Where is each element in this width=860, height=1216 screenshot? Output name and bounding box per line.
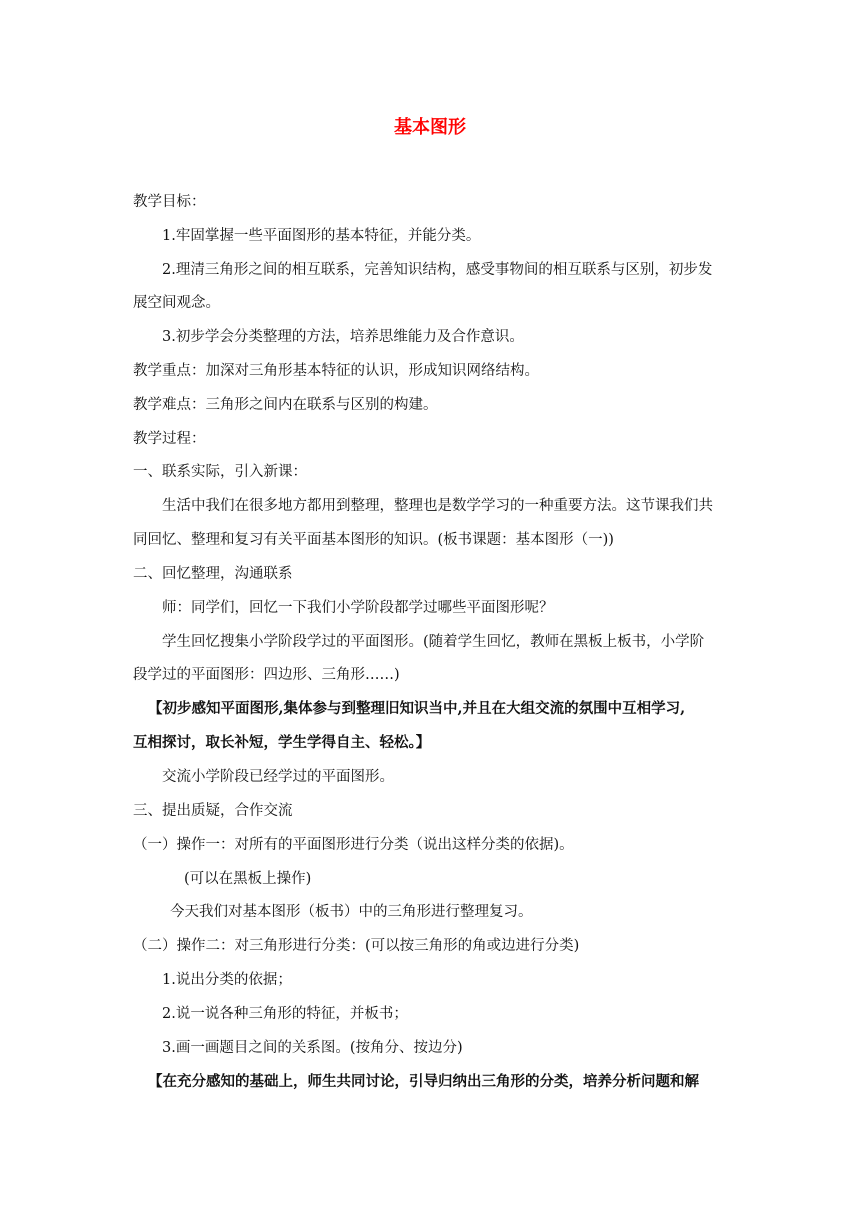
operation-2-item-1: 1.说出分类的依据； — [162, 972, 292, 988]
operation-1: （一）操作一：对所有的平面图形进行分类（说出这样分类的依据)。 — [133, 837, 574, 853]
paragraph-line: 师：同学们，回忆一下我们小学阶段都学过哪些平面图形呢？ — [162, 600, 554, 616]
section-heading-objectives: 教学目标： — [133, 194, 206, 210]
paragraph-line: 生活中我们在很多地方都用到整理，整理也是数学学习的一种重要方法。这节课我们共 — [162, 498, 713, 514]
design-note: 互相探讨，取长补短，学生学得自主、轻松。】 — [133, 734, 431, 751]
paragraph-line: 段学过的平面图形：四边形、三角形……) — [133, 667, 400, 683]
objective-1: 1.牢固掌握一些平面图形的基本特征，并能分类。 — [162, 228, 481, 244]
objective-3: 3.初步学会分类整理的方法，培养思维能力及合作意识。 — [162, 329, 524, 345]
teaching-focus: 教学重点：加深对三角形基本特征的认识，形成知识网络结构。 — [133, 363, 539, 379]
objective-2: 2.理清三角形之间的相互联系，完善知识结构，感受事物间的相互联系与区别，初步发 — [162, 262, 713, 278]
teaching-difficulty: 教学难点：三角形之间内在联系与区别的构建。 — [133, 397, 438, 413]
operation-2-item-3: 3.画一画题目之间的关系图。(按角分、按边分) — [162, 1040, 463, 1056]
process-step-2-heading: 二、回忆整理，沟通联系 — [133, 566, 293, 582]
document-title: 基本图形 — [394, 117, 466, 138]
process-step-1-heading: 一、联系实际，引入新课： — [133, 464, 307, 480]
operation-1-note: (可以在黑板上操作) — [184, 871, 312, 887]
paragraph-line: 今天我们对基本图形（板书）中的三角形进行整理复习。 — [170, 904, 533, 920]
design-note: 【初步感知平面图形,集体参与到整理旧知识当中,并且在大组交流的氛围中互相学习, — [148, 700, 686, 717]
paragraph-line: 学生回忆搜集小学阶段学过的平面图形。(随着学生回忆，教师在黑板上板书，小学阶 — [162, 634, 705, 650]
process-step-3-heading: 三、提出质疑，合作交流 — [133, 803, 293, 819]
operation-2-item-2: 2.说一说各种三角形的特征，并板书； — [162, 1006, 408, 1022]
paragraph-line: 同回忆、整理和复习有关平面基本图形的知识。(板书课题：基本图形（一)) — [133, 532, 614, 548]
operation-2: （二）操作二：对三角形进行分类：(可以按三角形的角或边进行分类) — [133, 938, 580, 954]
section-heading-process: 教学过程： — [133, 431, 206, 447]
design-note: 【在充分感知的基础上，师生共同讨论，引导归纳出三角形的分类，培养分析问题和解 — [148, 1073, 699, 1090]
objective-2-continued: 展空间观念。 — [133, 295, 220, 311]
paragraph-line: 交流小学阶段已经学过的平面图形。 — [162, 769, 394, 785]
